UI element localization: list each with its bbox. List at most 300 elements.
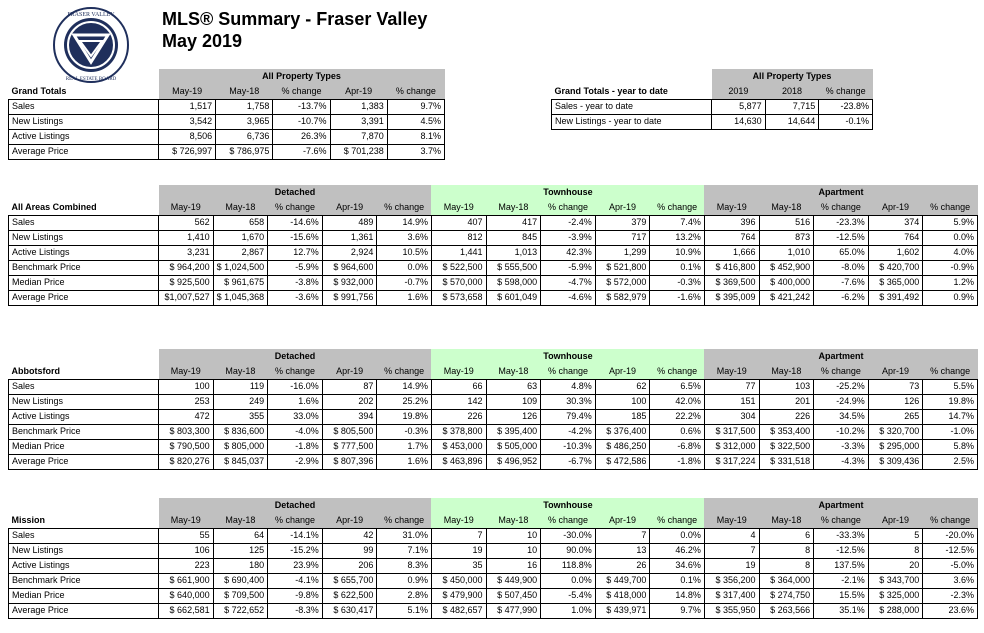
table-cell: $ 630,417 bbox=[322, 603, 377, 618]
table-cell: 407 bbox=[431, 215, 486, 230]
group-header: Detached bbox=[159, 349, 432, 364]
table-row bbox=[9, 260, 978, 275]
table-cell: -5.4% bbox=[541, 588, 596, 603]
table-cell: $ 582,979 bbox=[595, 290, 650, 305]
row-label: New Listings bbox=[9, 114, 159, 129]
table-cell: 33.0% bbox=[268, 409, 323, 424]
table-cell: 46.2% bbox=[650, 543, 705, 558]
table-cell: 35 bbox=[431, 558, 486, 573]
row-label: New Listings bbox=[9, 394, 159, 409]
table-cell: $ 598,000 bbox=[486, 275, 541, 290]
table-cell: 764 bbox=[704, 230, 759, 245]
table-cell: 34.5% bbox=[814, 409, 869, 424]
table-cell: 31.0% bbox=[377, 528, 432, 543]
table-cell: -23.8% bbox=[819, 99, 873, 114]
table-cell: 185 bbox=[595, 409, 650, 424]
table-cell: $ 709,500 bbox=[213, 588, 268, 603]
table-cell: 118.8% bbox=[541, 558, 596, 573]
row-label: Average Price bbox=[9, 454, 159, 469]
col-header: May-18 bbox=[213, 513, 268, 528]
table-row bbox=[9, 558, 978, 573]
table-cell: -1.0% bbox=[923, 424, 978, 439]
table-cell: $ 439,971 bbox=[595, 603, 650, 618]
table-cell: $ 507,450 bbox=[486, 588, 541, 603]
table-cell: 1,666 bbox=[704, 245, 759, 260]
table-cell: 6 bbox=[759, 528, 814, 543]
table-cell: 1,299 bbox=[595, 245, 650, 260]
table-cell: 2,867 bbox=[213, 245, 268, 260]
table-cell: -5.9% bbox=[541, 260, 596, 275]
table-cell: -10.7% bbox=[273, 114, 330, 129]
grand-totals-table bbox=[8, 69, 445, 160]
table-cell: 1,441 bbox=[431, 245, 486, 260]
table-cell: $ 416,800 bbox=[704, 260, 759, 275]
table-cell: 34.6% bbox=[650, 558, 705, 573]
table-cell: 14.7% bbox=[923, 409, 978, 424]
table-cell: 5.9% bbox=[923, 215, 978, 230]
table-cell: 14,644 bbox=[765, 114, 819, 129]
report-title bbox=[162, 8, 427, 52]
table-cell: 99 bbox=[322, 543, 377, 558]
col-header: % change bbox=[814, 200, 869, 215]
table-cell: 22.2% bbox=[650, 409, 705, 424]
table-cell: 14,630 bbox=[712, 114, 766, 129]
table-row bbox=[9, 379, 978, 394]
table-cell: $ 355,950 bbox=[704, 603, 759, 618]
table-cell: 1,010 bbox=[759, 245, 814, 260]
table-cell: -15.2% bbox=[268, 543, 323, 558]
table-cell: 126 bbox=[486, 409, 541, 424]
table-cell: $ 964,200 bbox=[159, 260, 214, 275]
table-cell: 0.0% bbox=[923, 230, 978, 245]
group-header: Townhouse bbox=[431, 185, 704, 200]
col-header: Apr-19 bbox=[595, 513, 650, 528]
table-cell: 417 bbox=[486, 215, 541, 230]
table-cell: 73 bbox=[868, 379, 923, 394]
row-label: New Listings bbox=[9, 543, 159, 558]
ytd-label: Grand Totals - year to date bbox=[554, 85, 668, 96]
table-cell: 717 bbox=[595, 230, 650, 245]
table-row bbox=[9, 114, 445, 129]
table-cell: 1.2% bbox=[923, 275, 978, 290]
table-cell: 66 bbox=[431, 379, 486, 394]
col-header: % change bbox=[541, 364, 596, 379]
table-cell: $ 288,000 bbox=[868, 603, 923, 618]
col-header: % change bbox=[923, 200, 978, 215]
group-header: Townhouse bbox=[431, 498, 704, 513]
row-label: Median Price bbox=[9, 275, 159, 290]
table-cell: 9.7% bbox=[650, 603, 705, 618]
table-cell: $ 364,000 bbox=[759, 573, 814, 588]
table-cell: 5.5% bbox=[923, 379, 978, 394]
table-cell: 764 bbox=[868, 230, 923, 245]
table-cell: -2.3% bbox=[923, 588, 978, 603]
table-cell: 62 bbox=[595, 379, 650, 394]
table-row bbox=[9, 144, 445, 159]
col-header: May-18 bbox=[486, 513, 541, 528]
table-cell: $ 722,652 bbox=[213, 603, 268, 618]
table-cell: 65.0% bbox=[814, 245, 869, 260]
table-cell: $ 505,000 bbox=[486, 439, 541, 454]
table-cell: $ 378,800 bbox=[431, 424, 486, 439]
table-cell: 253 bbox=[159, 394, 214, 409]
table-cell: -6.8% bbox=[650, 439, 705, 454]
table-cell: -20.0% bbox=[923, 528, 978, 543]
table-cell: $ 472,586 bbox=[595, 454, 650, 469]
table-row bbox=[9, 215, 978, 230]
grand-totals-group: All Property Types bbox=[159, 69, 445, 84]
table-cell: -6.7% bbox=[541, 454, 596, 469]
table-cell: 42.3% bbox=[541, 245, 596, 260]
col-header: % change bbox=[650, 200, 705, 215]
table-cell: 3,391 bbox=[330, 114, 387, 129]
col-header: Apr-19 bbox=[322, 364, 377, 379]
table-cell: 119 bbox=[213, 379, 268, 394]
table-cell: $ 453,000 bbox=[431, 439, 486, 454]
col-header: % change bbox=[268, 364, 323, 379]
table-cell: 4 bbox=[704, 528, 759, 543]
table-cell: 3.7% bbox=[387, 144, 444, 159]
table-cell: 180 bbox=[213, 558, 268, 573]
table-row bbox=[9, 543, 978, 558]
table-cell: $ 521,800 bbox=[595, 260, 650, 275]
table-cell: 7,870 bbox=[330, 129, 387, 144]
row-label: New Listings - year to date bbox=[552, 114, 712, 129]
table-cell: $ 263,566 bbox=[759, 603, 814, 618]
table-cell: 2.5% bbox=[923, 454, 978, 469]
table-cell: 90.0% bbox=[541, 543, 596, 558]
table-cell: 55 bbox=[159, 528, 214, 543]
table-cell: 1.6% bbox=[268, 394, 323, 409]
col-header: % change bbox=[541, 513, 596, 528]
col-header: 2018 bbox=[765, 84, 819, 99]
table-cell: -4.0% bbox=[268, 424, 323, 439]
table-cell: $ 395,009 bbox=[704, 290, 759, 305]
table-cell: 379 bbox=[595, 215, 650, 230]
table-cell: 9.7% bbox=[387, 99, 444, 114]
table-cell: 201 bbox=[759, 394, 814, 409]
table-cell: 4.0% bbox=[923, 245, 978, 260]
area-table bbox=[8, 349, 978, 470]
table-row bbox=[9, 439, 978, 454]
table-cell: 0.0% bbox=[541, 573, 596, 588]
table-cell: 1,013 bbox=[486, 245, 541, 260]
row-label: Sales bbox=[9, 528, 159, 543]
table-cell: $ 805,000 bbox=[213, 439, 268, 454]
table-cell: 30.3% bbox=[541, 394, 596, 409]
table-cell: 202 bbox=[322, 394, 377, 409]
table-row bbox=[9, 454, 978, 469]
table-cell: 206 bbox=[322, 558, 377, 573]
col-header: Apr-19 bbox=[868, 364, 923, 379]
table-cell: 4.5% bbox=[387, 114, 444, 129]
table-cell: 142 bbox=[431, 394, 486, 409]
row-label: Average Price bbox=[9, 144, 159, 159]
col-header: May-19 bbox=[159, 84, 216, 99]
table-cell: $ 573,658 bbox=[431, 290, 486, 305]
table-cell: $ 365,000 bbox=[868, 275, 923, 290]
table-cell: $ 701,238 bbox=[330, 144, 387, 159]
table-cell: 19.8% bbox=[377, 409, 432, 424]
col-header: % change bbox=[541, 200, 596, 215]
table-cell: 137.5% bbox=[814, 558, 869, 573]
table-cell: $ 309,436 bbox=[868, 454, 923, 469]
table-cell: -25.2% bbox=[814, 379, 869, 394]
table-cell: $ 845,037 bbox=[213, 454, 268, 469]
table-cell: 6.5% bbox=[650, 379, 705, 394]
group-header: Detached bbox=[159, 498, 432, 513]
table-cell: 42 bbox=[322, 528, 377, 543]
table-cell: 0.0% bbox=[650, 528, 705, 543]
row-label: Sales bbox=[9, 215, 159, 230]
table-cell: 223 bbox=[159, 558, 214, 573]
table-cell: 226 bbox=[759, 409, 814, 424]
table-row bbox=[9, 245, 978, 260]
table-row bbox=[552, 114, 873, 129]
table-cell: 26 bbox=[595, 558, 650, 573]
table-cell: $ 726,997 bbox=[159, 144, 216, 159]
col-header: Apr-19 bbox=[595, 200, 650, 215]
table-cell: 516 bbox=[759, 215, 814, 230]
table-row bbox=[9, 603, 978, 618]
table-cell: $ 961,675 bbox=[213, 275, 268, 290]
table-cell: $ 486,250 bbox=[595, 439, 650, 454]
col-header: Apr-19 bbox=[595, 364, 650, 379]
table-cell: 10 bbox=[486, 543, 541, 558]
table-cell: $ 322,500 bbox=[759, 439, 814, 454]
table-cell: $ 400,000 bbox=[759, 275, 814, 290]
table-cell: -3.6% bbox=[268, 290, 323, 305]
table-cell: -3.9% bbox=[541, 230, 596, 245]
table-row bbox=[9, 290, 978, 305]
table-cell: 396 bbox=[704, 215, 759, 230]
table-row bbox=[9, 424, 978, 439]
row-label: Active Listings bbox=[9, 245, 159, 260]
table-cell: 7 bbox=[595, 528, 650, 543]
table-cell: 3,231 bbox=[159, 245, 214, 260]
table-cell: 658 bbox=[213, 215, 268, 230]
table-cell: 10 bbox=[486, 528, 541, 543]
col-header: May-19 bbox=[704, 513, 759, 528]
table-row bbox=[9, 230, 978, 245]
col-header: % change bbox=[377, 200, 432, 215]
table-cell: $ 805,500 bbox=[322, 424, 377, 439]
col-header: Apr-19 bbox=[868, 513, 923, 528]
table-row bbox=[9, 573, 978, 588]
table-cell: $ 555,500 bbox=[486, 260, 541, 275]
table-cell: $ 482,657 bbox=[431, 603, 486, 618]
table-cell: 5.1% bbox=[377, 603, 432, 618]
table-cell: 25.2% bbox=[377, 394, 432, 409]
table-cell: 3,965 bbox=[216, 114, 273, 129]
table-row bbox=[9, 409, 978, 424]
ytd-group: All Property Types bbox=[712, 69, 873, 84]
table-cell: $ 418,000 bbox=[595, 588, 650, 603]
table-cell: 10.9% bbox=[650, 245, 705, 260]
table-cell: 3,542 bbox=[159, 114, 216, 129]
table-cell: $ 376,400 bbox=[595, 424, 650, 439]
table-cell: $ 836,600 bbox=[213, 424, 268, 439]
table-cell: $ 1,045,368 bbox=[213, 290, 268, 305]
col-header: May-19 bbox=[431, 200, 486, 215]
row-label: Benchmark Price bbox=[9, 424, 159, 439]
table-cell: 1.6% bbox=[377, 454, 432, 469]
col-header: % change bbox=[377, 513, 432, 528]
table-cell: 14.9% bbox=[377, 215, 432, 230]
table-cell: 3.6% bbox=[923, 573, 978, 588]
table-row bbox=[9, 394, 978, 409]
row-label: Benchmark Price bbox=[9, 573, 159, 588]
table-cell: 249 bbox=[213, 394, 268, 409]
table-cell: -23.3% bbox=[814, 215, 869, 230]
table-cell: 15.5% bbox=[814, 588, 869, 603]
table-cell: 64 bbox=[213, 528, 268, 543]
table-cell: 151 bbox=[704, 394, 759, 409]
col-header: % change bbox=[923, 513, 978, 528]
col-header: % change bbox=[650, 364, 705, 379]
table-cell: 63 bbox=[486, 379, 541, 394]
table-cell: 12.7% bbox=[268, 245, 323, 260]
table-cell: -3.3% bbox=[814, 439, 869, 454]
table-cell: 0.9% bbox=[923, 290, 978, 305]
table-cell: $ 317,224 bbox=[704, 454, 759, 469]
table-cell: 2,924 bbox=[322, 245, 377, 260]
table-cell: 304 bbox=[704, 409, 759, 424]
table-cell: -8.0% bbox=[814, 260, 869, 275]
table-cell: -13.7% bbox=[273, 99, 330, 114]
table-cell: $ 369,500 bbox=[704, 275, 759, 290]
table-cell: 8 bbox=[759, 543, 814, 558]
col-header: % change bbox=[814, 513, 869, 528]
col-header: % change bbox=[273, 84, 330, 99]
table-cell: $ 786,975 bbox=[216, 144, 273, 159]
table-cell: $ 496,952 bbox=[486, 454, 541, 469]
col-header: % change bbox=[923, 364, 978, 379]
col-header: May-18 bbox=[216, 84, 273, 99]
table-cell: $ 274,750 bbox=[759, 588, 814, 603]
table-cell: $ 1,024,500 bbox=[213, 260, 268, 275]
table-cell: 8 bbox=[759, 558, 814, 573]
table-cell: $ 522,500 bbox=[431, 260, 486, 275]
table-cell: $ 395,400 bbox=[486, 424, 541, 439]
table-cell: -1.6% bbox=[650, 290, 705, 305]
table-cell: 8 bbox=[868, 543, 923, 558]
table-cell: $ 295,000 bbox=[868, 439, 923, 454]
col-header: May-19 bbox=[704, 364, 759, 379]
table-cell: $ 317,400 bbox=[704, 588, 759, 603]
table-cell: 4.8% bbox=[541, 379, 596, 394]
title-line-2: May 2019 bbox=[162, 31, 243, 51]
table-cell: $ 807,396 bbox=[322, 454, 377, 469]
col-header: May-19 bbox=[431, 364, 486, 379]
table-cell: -2.9% bbox=[268, 454, 323, 469]
table-cell: $ 932,000 bbox=[322, 275, 377, 290]
table-cell: $ 450,000 bbox=[431, 573, 486, 588]
col-header: % change bbox=[387, 84, 444, 99]
table-cell: 20 bbox=[868, 558, 923, 573]
table-cell: $ 479,900 bbox=[431, 588, 486, 603]
table-cell: $ 925,500 bbox=[159, 275, 214, 290]
table-cell: 19.8% bbox=[923, 394, 978, 409]
table-cell: 19 bbox=[431, 543, 486, 558]
table-cell: -5.9% bbox=[268, 260, 323, 275]
table-cell: -33.3% bbox=[814, 528, 869, 543]
table-cell: 125 bbox=[213, 543, 268, 558]
table-cell: $ 325,000 bbox=[868, 588, 923, 603]
table-cell: 87 bbox=[322, 379, 377, 394]
table-cell: 42.0% bbox=[650, 394, 705, 409]
table-cell: $ 964,600 bbox=[322, 260, 377, 275]
table-cell: $ 320,700 bbox=[868, 424, 923, 439]
table-cell: $ 356,200 bbox=[704, 573, 759, 588]
table-row bbox=[9, 588, 978, 603]
row-label: Sales bbox=[9, 99, 159, 114]
group-header: Detached bbox=[159, 185, 432, 200]
table-cell: 0.0% bbox=[377, 260, 432, 275]
table-cell: $ 343,700 bbox=[868, 573, 923, 588]
area-label: All Areas Combined bbox=[11, 201, 97, 212]
group-header: Apartment bbox=[704, 498, 977, 513]
col-header: Apr-19 bbox=[868, 200, 923, 215]
table-cell: 1,602 bbox=[868, 245, 923, 260]
table-cell: 1,758 bbox=[216, 99, 273, 114]
table-cell: -4.3% bbox=[814, 454, 869, 469]
group-header: Apartment bbox=[704, 185, 977, 200]
table-cell: 126 bbox=[868, 394, 923, 409]
table-cell: 812 bbox=[431, 230, 486, 245]
table-cell: 14.8% bbox=[650, 588, 705, 603]
col-header: May-19 bbox=[431, 513, 486, 528]
table-cell: 845 bbox=[486, 230, 541, 245]
col-header: May-18 bbox=[213, 364, 268, 379]
col-header: May-19 bbox=[704, 200, 759, 215]
table-cell: $ 777,500 bbox=[322, 439, 377, 454]
col-header: Apr-19 bbox=[322, 200, 377, 215]
table-cell: 489 bbox=[322, 215, 377, 230]
table-cell: 109 bbox=[486, 394, 541, 409]
table-cell: 1,383 bbox=[330, 99, 387, 114]
col-header: May-18 bbox=[759, 200, 814, 215]
table-cell: -12.5% bbox=[814, 543, 869, 558]
table-cell: 1.6% bbox=[377, 290, 432, 305]
table-cell: -2.1% bbox=[814, 573, 869, 588]
table-cell: $ 463,896 bbox=[431, 454, 486, 469]
table-cell: -0.1% bbox=[819, 114, 873, 129]
col-header: % change bbox=[819, 84, 873, 99]
col-header: May-19 bbox=[159, 364, 214, 379]
table-cell: 19 bbox=[704, 558, 759, 573]
table-cell: 8.3% bbox=[377, 558, 432, 573]
table-cell: $ 452,900 bbox=[759, 260, 814, 275]
table-cell: -2.4% bbox=[541, 215, 596, 230]
table-cell: 7 bbox=[704, 543, 759, 558]
col-header: % change bbox=[268, 200, 323, 215]
title-line-1: MLS® Summary - Fraser Valley bbox=[162, 9, 428, 29]
table-cell: 1.7% bbox=[377, 439, 432, 454]
table-cell: -0.9% bbox=[923, 260, 978, 275]
table-cell: $ 317,500 bbox=[704, 424, 759, 439]
table-cell: -0.7% bbox=[377, 275, 432, 290]
row-label: Median Price bbox=[9, 439, 159, 454]
area-label: Mission bbox=[11, 514, 46, 525]
group-header: Apartment bbox=[704, 349, 977, 364]
table-cell: 8,506 bbox=[159, 129, 216, 144]
row-label: Average Price bbox=[9, 603, 159, 618]
table-cell: 8.1% bbox=[387, 129, 444, 144]
col-header: May-18 bbox=[759, 513, 814, 528]
table-cell: 472 bbox=[159, 409, 214, 424]
col-header: May-18 bbox=[486, 200, 541, 215]
